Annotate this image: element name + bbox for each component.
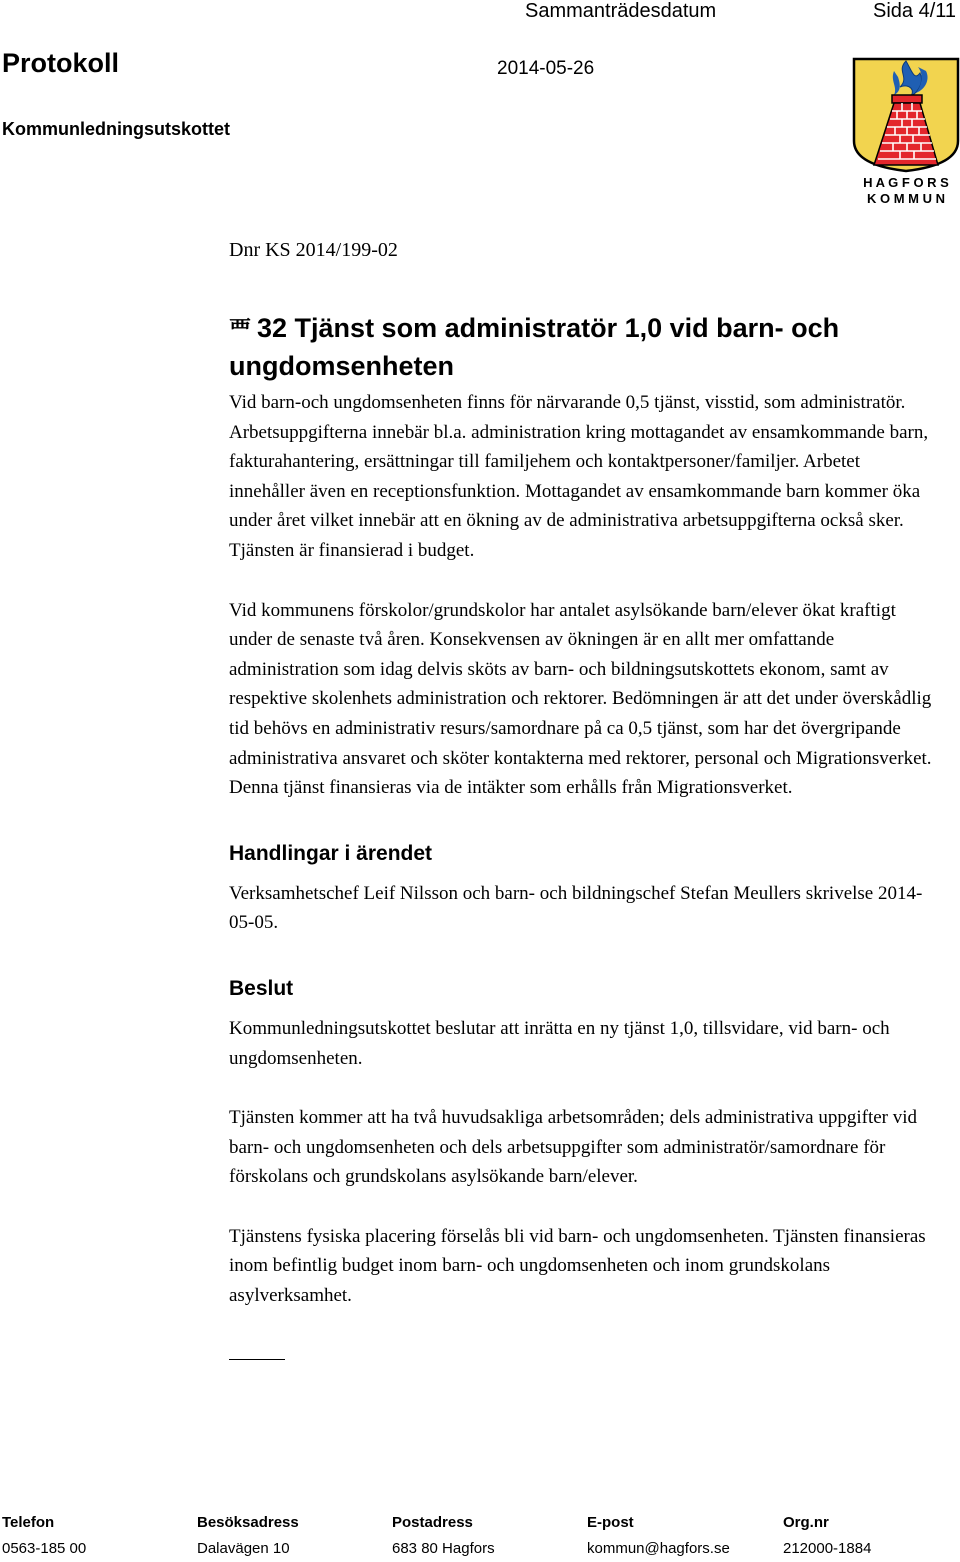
footer-postal-address: [392, 1510, 495, 1562]
footer-phone: [2, 1510, 86, 1562]
footer-value: 0563-185 00: [2, 1540, 87, 1557]
footer-email: [587, 1510, 730, 1562]
background-paragraph: Vid kommunens förskolor/grundskolor har antalet asylsökande barn/elever ökat kraftigt under de senaste två åren. Konsekvensen av ökningen är en allt mer omfattande administration som idag delvis sköts av barn- och bildningsutskottets ekonom, samt av respektive skolenhets administration och rektorer. Bedömningen är att det under överskådlig tid behövs en administrativ resurs/samordnare på ca 0,5 tjänst, som har det övergripande administrativa ansvaret och sköter kontakterna med rektorer, personal och Migrationsverket. Denna tjänst finansieras via de intäkter som erhålls från Migrationsverket.: [229, 599, 932, 799]
documents-text: Verksamhetschef Leif Nilsson och barn- och bildningschef Stefan Meullers skrivelse 2014-05-05.: [229, 882, 923, 934]
case-reference-number: Dnr KS 2014/199-02: [229, 239, 398, 261]
footer-email-link[interactable]: kommun@hagfors.se: [587, 1540, 730, 1557]
case-title-line-2: ungdomsenheten: [229, 351, 455, 381]
footer-value: 683 80 Hagfors: [392, 1540, 495, 1557]
documents-heading: Handlingar i ärendet: [229, 841, 433, 865]
footer-visit-address: [197, 1510, 299, 1562]
bullet-arrow-icon: ⻃: [229, 317, 252, 342]
page-number: Sida 4/11: [873, 0, 957, 22]
footer-label: Telefon: [2, 1514, 55, 1531]
footer-value: Dalavägen 10: [197, 1540, 290, 1557]
footer-label: E-post: [587, 1514, 634, 1531]
hagfors-crest-icon: [850, 57, 960, 207]
logo-line-2: K O M M U N: [867, 191, 945, 206]
meeting-date-label: Sammanträdesdatum: [525, 0, 717, 22]
decision-paragraph: Tjänstens fysiska placering förselås bli vid barn- och ungdomsenheten. Tjänsten finansieras inom befintlig budget inom barn- och ungdomsenheten och inom grundskolans asylverksamhet.: [229, 1225, 926, 1307]
committee-name: Kommunledningsutskottet: [2, 119, 230, 139]
footer-label: Besöksadress: [197, 1514, 299, 1531]
decision-paragraph: Kommunledningsutskottet beslutar att inrätta en ny tjänst 1,0, tillsvidare, vid barn- och ungdomsenheten.: [229, 1017, 890, 1069]
background-paragraph: Vid barn-och ungdomsenheten finns för närvarande 0,5 tjänst, visstid, som administratör. Arbetsuppgifterna innebär bl.a. administration kring mottagandet av ensamkommande barn, fakturahantering, ersättningar till familjehem och kontaktpersoner/familjer. Arbetet innehåller även en receptionsfunktion. Mottagandet av ensamkommande barn kommer öka under året vilket innebär att en ökning av de administrativa arbetsuppgifterna också sker. Tjänsten är finansierad i budget.: [229, 392, 929, 561]
case-title: [229, 310, 939, 384]
document-title: Protokoll: [2, 48, 120, 78]
meeting-date: 2014-05-26: [497, 58, 595, 79]
logo-line-1: H A G F O R S: [863, 175, 949, 190]
decision-paragraph: Tjänsten kommer att ha två huvudsakliga arbetsområden; dels administrativa uppgifter vid barn- och ungdomsenheten och dels arbetsuppgifter som administratör/samordnare för förskolans och grundskolans asylsökande barn/elever.: [229, 1107, 918, 1188]
case-title-line-1: 32 Tjänst som administratör 1,0 vid barn- och: [257, 313, 840, 343]
footer-label: Postadress: [392, 1514, 473, 1531]
footer-label: Org.nr: [783, 1514, 829, 1531]
decision-heading: Beslut: [229, 976, 294, 1000]
case-content: [229, 236, 939, 1360]
signature-divider: [229, 1359, 285, 1360]
footer-value: 212000-1884: [783, 1540, 872, 1557]
footer-org-number: [783, 1510, 871, 1562]
hagfors-kommun-logo: [850, 57, 960, 207]
